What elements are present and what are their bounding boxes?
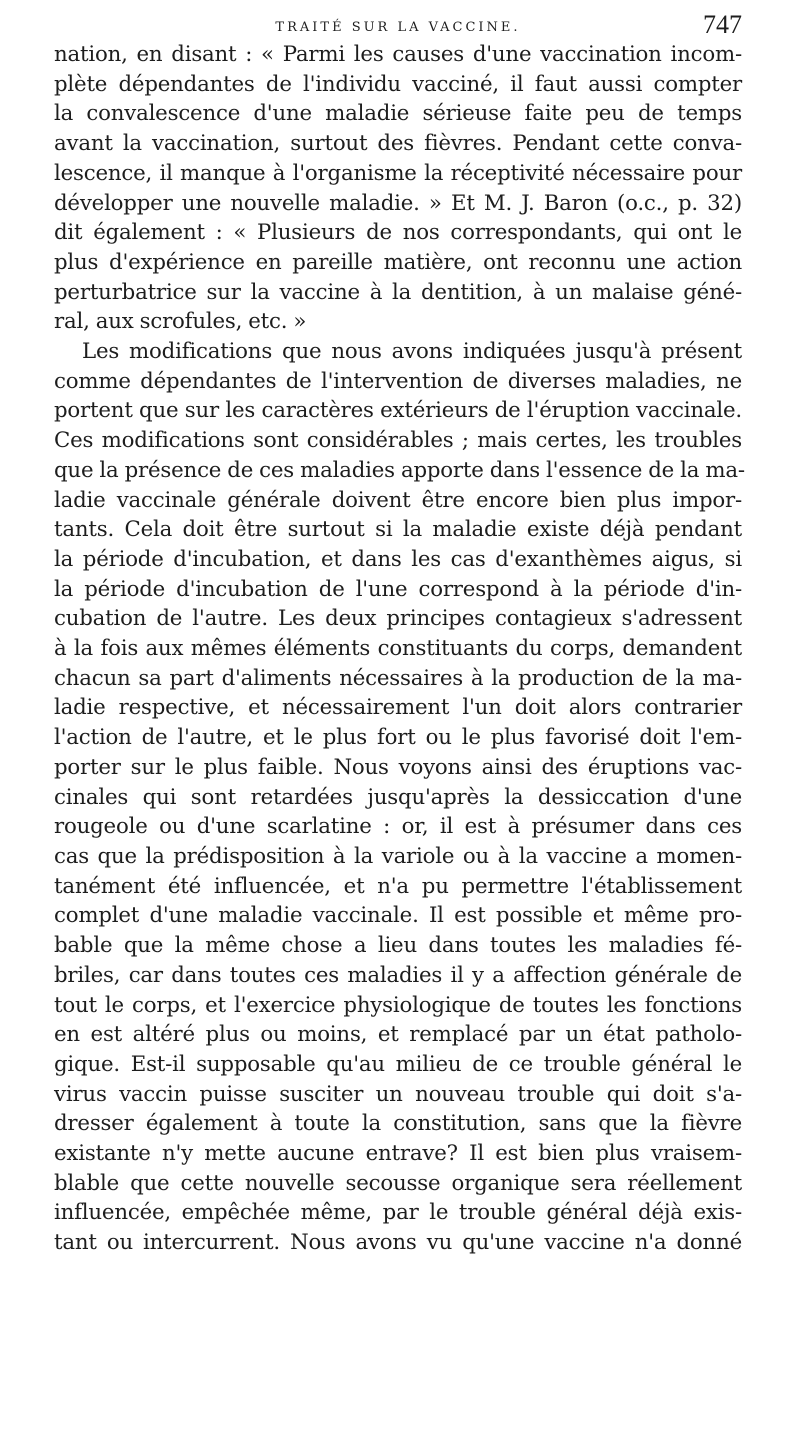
text-line: rougeole ou d'une scarlatine : or, il est à présumer dans ces — [54, 814, 742, 840]
running-title: TRAITÉ SUR LA VACCINE. — [275, 20, 521, 35]
paragraph-1 — [54, 40, 742, 337]
text-line: comme dépendantes de l'intervention de diverses maladies, ne — [54, 368, 742, 394]
text-line: briles, car dans toutes ces maladies il y a affection générale de — [54, 962, 742, 988]
text-line: chacun sa part d'aliments nécessaires à la production de la ma- — [54, 665, 742, 691]
text-line: Les modifications que nous avons indiquées jusqu'à présent — [82, 339, 742, 365]
text-line: tanément été influencée, et n'a pu permettre l'établissement — [54, 873, 742, 899]
text-line: tout le corps, et l'exercice physiologique de toutes les fonctions — [54, 992, 742, 1018]
text-line: l'action de l'autre, et le plus fort ou le plus favorisé doit l'em- — [54, 725, 742, 751]
text-line: tants. Cela doit être surtout si la maladie existe déjà pendant — [54, 517, 742, 543]
text-line: portent que sur les caractères extérieurs de l'éruption vaccinale. — [54, 398, 742, 424]
text-line: la période d'incubation de l'une correspond à la période d'in- — [54, 576, 742, 602]
text-line: blable que cette nouvelle secousse organique sera réellement — [54, 1170, 742, 1196]
text-line: virus vaccin puisse susciter un nouveau trouble qui doit s'a- — [54, 1081, 742, 1107]
paragraph-2 — [54, 337, 745, 1258]
text-line: porter sur le plus faible. Nous voyons ainsi des éruptions vac- — [54, 754, 742, 780]
text-line: la convalescence d'une maladie sérieuse faite peu de temps — [54, 101, 742, 127]
text-line: dit également : « Plusieurs de nos correspondants, qui ont le — [54, 220, 742, 246]
text-line: nation, en disant : « Parmi les causes d'une vaccination incom- — [54, 42, 742, 67]
text-line: avant la vaccination, surtout des fièvres. Pendant cette conva- — [54, 131, 742, 157]
text-line: à la fois aux mêmes éléments constituants du corps, demandent — [54, 636, 742, 662]
text-line: tant ou intercurrent. Nous avons vu qu'une vaccine n'a donné — [54, 1230, 742, 1256]
text-line: ladie vaccinale générale doivent être encore bien plus impor- — [54, 487, 742, 513]
text-line: la période d'incubation, et dans les cas d'exanthèmes aigus, si — [54, 546, 742, 572]
body-text — [54, 40, 745, 1258]
text-line: influencée, empêchée même, par le trouble général déjà exis- — [54, 1200, 742, 1226]
text-line: complet d'une maladie vaccinale. Il est possible et même pro- — [54, 903, 742, 929]
text-line: cas que la prédisposition à la variole ou à la vaccine a momen- — [54, 843, 742, 869]
text-line: plus d'expérience en pareille matière, ont reconnu une action — [54, 249, 742, 275]
running-head — [54, 6, 742, 40]
text-line: perturbatrice sur la vaccine à la dentition, à un malaise géné- — [54, 279, 742, 305]
text-line: gique. Est-il supposable qu'au milieu de ce trouble général le — [54, 1051, 742, 1077]
text-line: que la présence de ces maladies apporte dans l'essence de la ma- — [54, 457, 745, 483]
text-line: dresser également à toute la constitution, sans que la fièvre — [54, 1111, 742, 1137]
text-line: ladie respective, et nécessairement l'un doit alors contrarier — [54, 695, 742, 721]
text-line: existante n'y mette aucune entrave? Il est bien plus vraisem- — [54, 1141, 742, 1167]
text-line: développer une nouvelle maladie. » Et M. J. Baron (o.c., p. 32) — [54, 190, 742, 216]
text-line: cubation de l'autre. Les deux principes contagieux s'adressent — [54, 606, 742, 632]
text-line: plète dépendantes de l'individu vacciné, il faut aussi compter — [54, 71, 742, 97]
page-number: 747 — [703, 10, 742, 39]
text-line: lescence, il manque à l'organisme la réceptivité nécessaire pour — [54, 160, 742, 186]
text-line: cinales qui sont retardées jusqu'après la dessiccation d'une — [54, 784, 742, 810]
text-line: Ces modifications sont considérables ; mais certes, les troubles — [54, 428, 742, 454]
text-line: bable que la même chose a lieu dans toutes les maladies fé- — [54, 933, 742, 959]
text-line: ral, aux scrofules, etc. » — [54, 309, 307, 335]
text-line: en est altéré plus ou moins, et remplacé par un état patholo- — [54, 1022, 742, 1048]
